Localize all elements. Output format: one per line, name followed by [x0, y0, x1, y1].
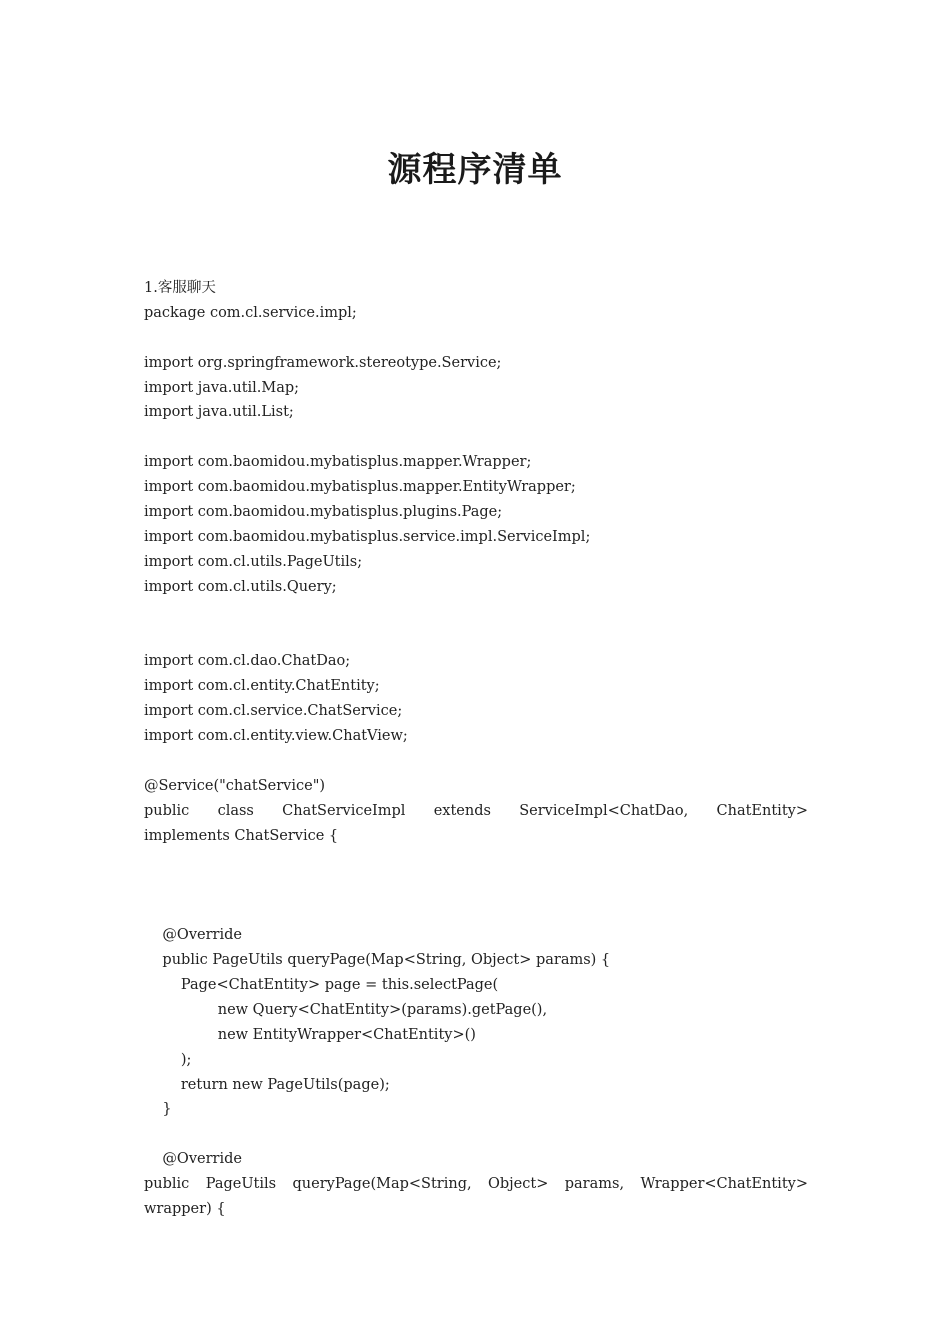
code-line: @Service("chatService")	[144, 777, 326, 794]
page-title: 源程序清单	[387, 150, 563, 190]
code-line: public PageUtils queryPage(Map<String, Object> params) {	[144, 952, 611, 969]
code-line: public PageUtils queryPage(Map<String, Object> params, Wrapper<ChatEntity>	[144, 1176, 808, 1193]
code-line: @Override	[144, 1151, 242, 1168]
code-line: import com.cl.utils.PageUtils;	[144, 553, 363, 570]
section-heading: 1.客服聊天	[144, 280, 216, 296]
code-line: import com.baomidou.mybatisplus.service.impl.ServiceImpl;	[144, 528, 591, 545]
code-line: new EntityWrapper<ChatEntity>()	[144, 1026, 476, 1043]
code-line	[144, 749, 808, 774]
code-line: public class ChatServiceImpl extends ServiceImpl<ChatDao, ChatEntity>	[144, 802, 808, 819]
code-line: import com.cl.utils.Query;	[144, 578, 337, 595]
code-line	[144, 1122, 808, 1147]
code-line	[144, 600, 808, 625]
code-line: wrapper) {	[144, 1200, 226, 1217]
code-line	[144, 873, 808, 898]
code-line: import org.springframework.stereotype.Service;	[144, 354, 502, 371]
code-line: import com.cl.entity.view.ChatView;	[144, 728, 408, 745]
code-line: new Query<ChatEntity>(params).getPage(),	[144, 1001, 548, 1018]
code-line	[144, 898, 808, 923]
code-line: return new PageUtils(page);	[144, 1076, 390, 1093]
source-code-listing	[144, 276, 808, 1222]
code-line: import com.cl.dao.ChatDao;	[144, 653, 351, 670]
code-line: import com.baomidou.mybatisplus.mapper.Wrapper;	[144, 454, 532, 471]
code-line	[144, 326, 808, 351]
code-line: }	[144, 1101, 172, 1118]
code-line: package com.cl.service.impl;	[144, 304, 357, 321]
code-line: import com.baomidou.mybatisplus.plugins.Page;	[144, 504, 503, 521]
code-line	[144, 425, 808, 450]
code-line: );	[144, 1051, 192, 1068]
code-line	[144, 848, 808, 873]
code-line: Page<ChatEntity> page = this.selectPage(	[144, 976, 499, 993]
code-line: import com.baomidou.mybatisplus.mapper.EntityWrapper;	[144, 479, 576, 496]
code-line: implements ChatService {	[144, 827, 339, 844]
code-line: import java.util.List;	[144, 404, 294, 421]
code-line: @Override	[144, 927, 242, 944]
code-line: import java.util.Map;	[144, 379, 300, 396]
code-line: import com.cl.entity.ChatEntity;	[144, 678, 380, 695]
code-line	[144, 624, 808, 649]
code-line: import com.cl.service.ChatService;	[144, 703, 403, 720]
